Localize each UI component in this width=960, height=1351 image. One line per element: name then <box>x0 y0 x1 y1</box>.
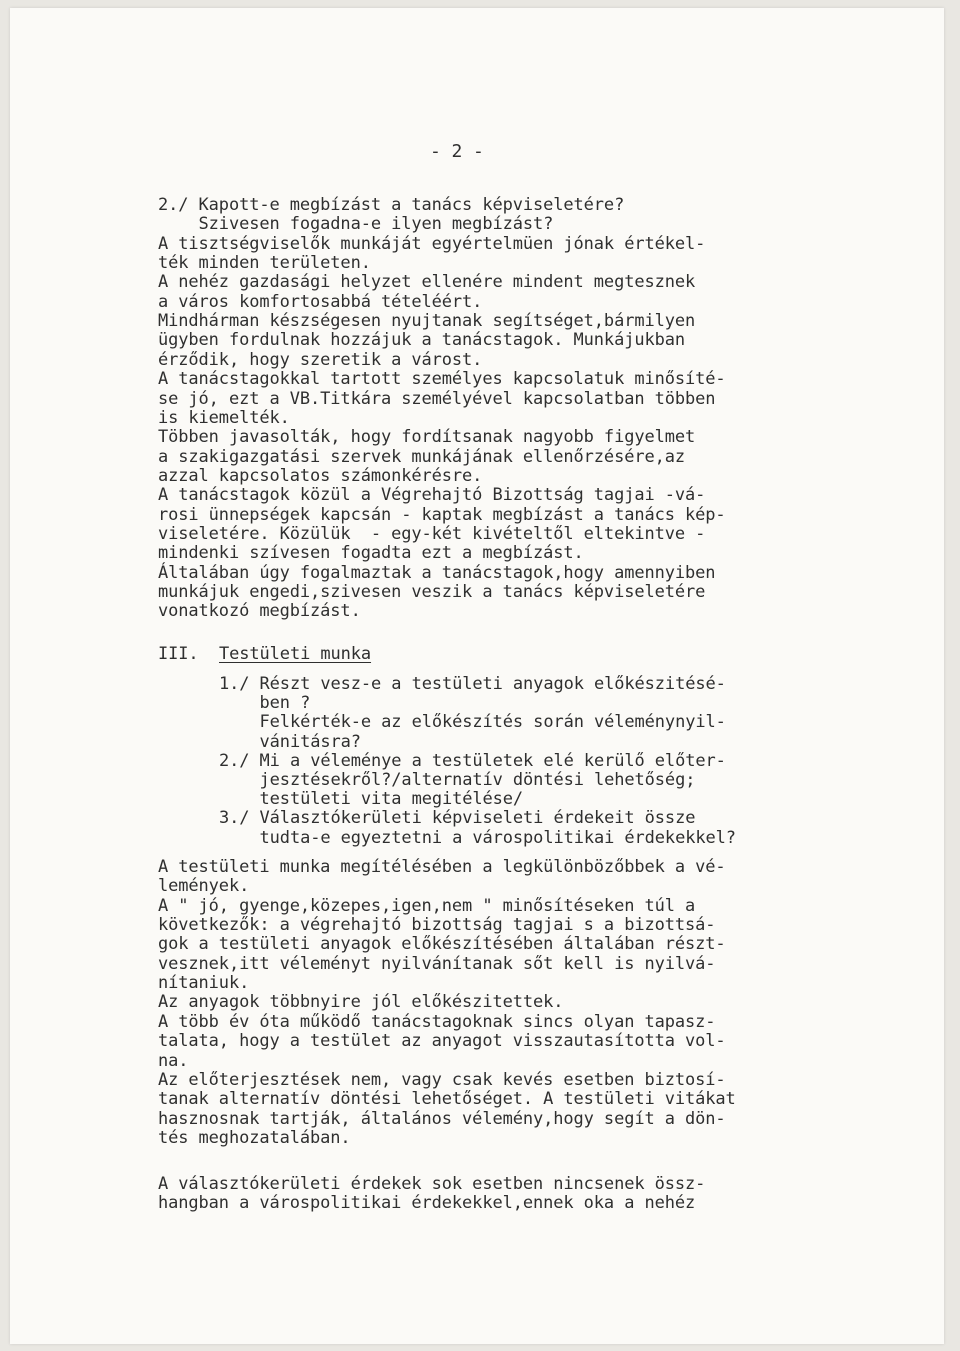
text-line: tés meghozatalában. <box>158 1127 351 1148</box>
question-line: testületi vita megitélése/ <box>219 789 524 810</box>
page-number: - 2 - <box>430 141 484 162</box>
section-3-title: Testületi munka <box>219 644 372 664</box>
text-line: A választókerületi érdekek sok esetben nincsenek össz- <box>158 1174 706 1194</box>
text-line: hasznosnak tartják, általános vélemény,hogy segít a dön- <box>158 1108 726 1129</box>
question-line: 1./ Részt vesz-e a testületi anyagok előkészitésé- <box>219 674 726 694</box>
question-line: 3./ Választókerületi képviseleti érdekeit össze <box>219 808 696 829</box>
text-line: vonatkozó megbízást. <box>158 601 361 622</box>
question-line: jesztésekről?/alternatív döntési lehetőség; <box>219 770 696 790</box>
text-line: A tisztségviselők munkáját egyértelmüen jónak értékel- <box>158 233 706 254</box>
text-line: 2./ Kapott-e megbízást a tanács képviseletére? <box>158 195 625 215</box>
question-line: Felkérték-e az előkészítés során véleménynyil- <box>219 712 726 733</box>
text-line: Általában úgy fogalmaztak a tanácstagok,hogy amennyiben <box>158 562 716 583</box>
text-line: Többen javasolták, hogy fordítsanak nagyobb figyelmet <box>158 427 696 448</box>
text-line: viseletére. Közülük - egy-két kivételtől eltekintve - <box>158 523 706 544</box>
text-line: lemények. <box>158 876 250 897</box>
text-line: a szakigazgatási szervek munkájának ellenőrzésére,az <box>158 446 686 467</box>
text-line: érződik, hogy szeretik a várost. <box>158 349 483 370</box>
text-line: tanak alternatív döntési lehetőséget. A testületi vitákat <box>158 1089 736 1110</box>
text-line: vesznek,itt véleményt nyilvánítanak sőt kell is nyilvá- <box>158 953 716 974</box>
text-line: gok a testületi anyagok előkészítésében általában részt- <box>158 934 726 955</box>
text-line: mindenki szívesen fogadta ezt a megbízást. <box>158 543 584 564</box>
question-line: 2./ Mi a véleménye a testületek elé kerülő előter- <box>219 750 726 771</box>
question-line: vánitásra? <box>219 731 361 752</box>
text-line: talata, hogy a testület az anyagot visszautasította vol- <box>158 1031 726 1052</box>
text-line: se jó, ezt a VB.Titkára személyével kapcsolatban többen <box>158 388 716 409</box>
text-line: A tanácstagokkal tartott személyes kapcsolatuk minősíté- <box>158 369 726 390</box>
text-line: nítaniuk. <box>158 973 250 994</box>
text-line: Az előterjesztések nem, vagy csak kevés esetben biztosí- <box>158 1069 726 1090</box>
text-line: ték minden területen. <box>158 253 371 274</box>
section-3-numeral: III. <box>158 644 199 664</box>
question-line: ben ? <box>219 693 311 714</box>
question-line: tudta-e egyeztetni a várospolitikai érdekekkel? <box>219 827 736 848</box>
text-line: is kiemelték. <box>158 407 290 428</box>
text-line: A nehéz gazdasági helyzet ellenére mindent megtesznek <box>158 272 696 293</box>
document-page <box>10 8 944 1344</box>
text-line: A " jó, gyenge,közepes,igen,nem " minősítéseken túl a <box>158 895 696 916</box>
text-line: a város komfortosabbá tételéért. <box>158 291 483 312</box>
text-line: következők: a végrehajtó bizottság tagjai s a bizottsá- <box>158 915 716 936</box>
text-line: munkájuk engedi,szivesen veszik a tanács képviseletére <box>158 582 706 602</box>
text-line: rosi ünnepségek kapcsán - kaptak megbízást a tanács kép- <box>158 504 726 525</box>
text-line: hangban a várospolitikai érdekekkel,ennek oka a nehéz <box>158 1193 696 1214</box>
text-line: azzal kapcsolatos számonkérésre. <box>158 465 483 486</box>
text-line: A tanácstagok közül a Végrehajtó Bizottság tagjai -vá- <box>158 485 706 506</box>
text-line: Szivesen fogadna-e ilyen megbízást? <box>158 214 554 235</box>
text-line: Az anyagok többnyire jól előkészitettek. <box>158 992 564 1013</box>
text-line: na. <box>158 1050 189 1071</box>
text-line: ügyben fordulnak hozzájuk a tanácstagok. Munkájukban <box>158 330 686 351</box>
text-line: A több év óta működő tanácstagoknak sincs olyan tapasz- <box>158 1011 716 1032</box>
text-line: A testületi munka megítélésében a legkülönbözőbbek a vé- <box>158 857 726 877</box>
text-line: Mindhárman készségesen nyujtanak segítséget,bármilyen <box>158 311 696 332</box>
